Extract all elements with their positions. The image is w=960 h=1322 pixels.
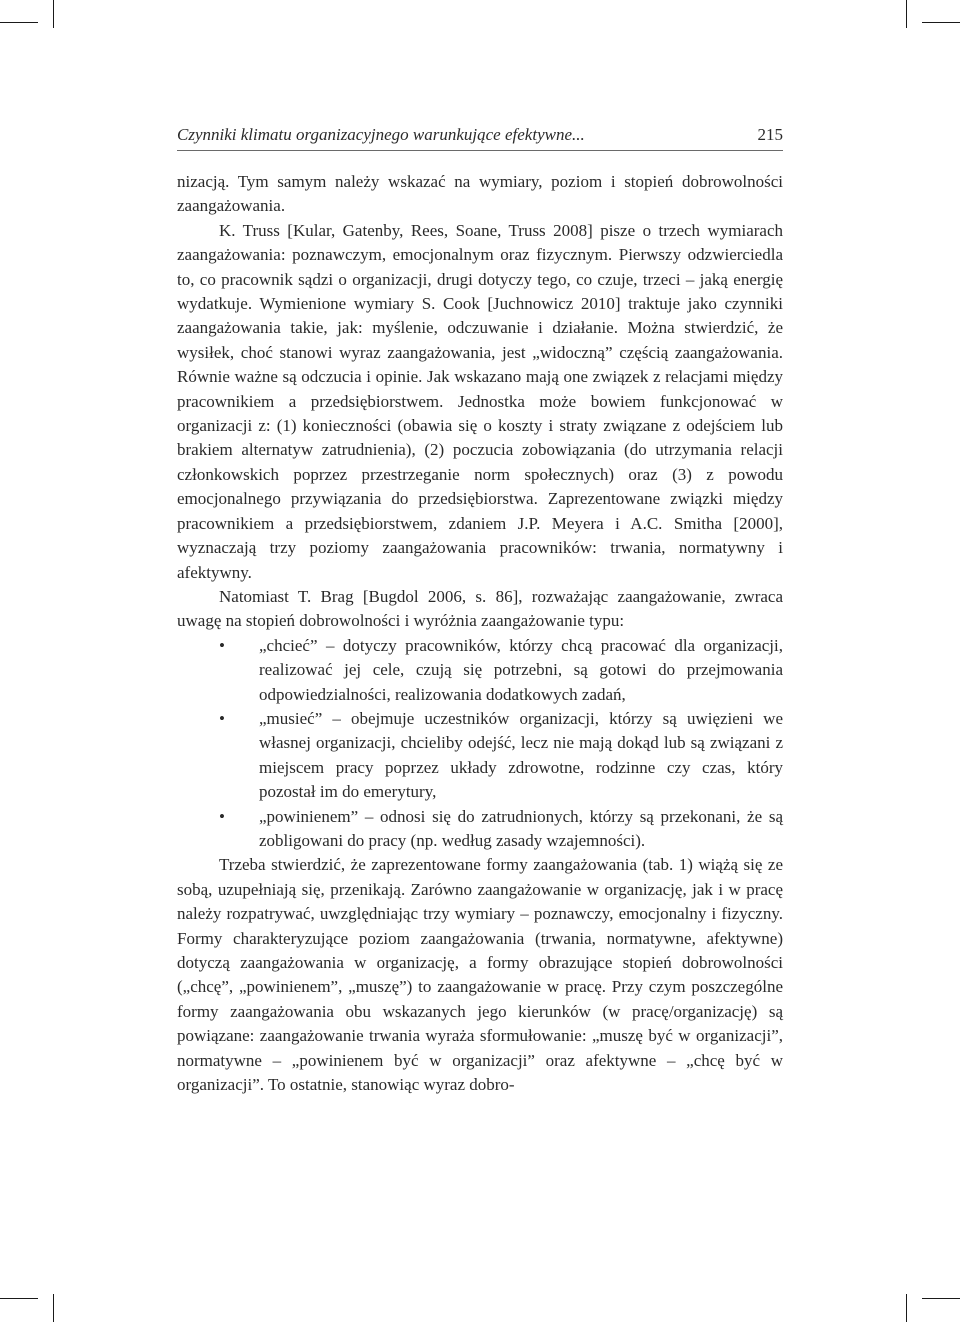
bullet-icon: • [219, 806, 225, 826]
paragraph-continuation: nizacją. Tym samym należy wskazać na wymiary, poziom i stopień dobrowolności zaangażowania. [177, 172, 783, 216]
running-header [177, 124, 783, 146]
bullet-icon: • [219, 635, 225, 655]
list-item-text: „chcieć” – dotyczy pracowników, którzy chcą pracować dla organizacji, realizować jej cele, czują się potrzebni, są gotowi do przejmowania odpowiedzialności, realizowania dodatkowych zadań, [259, 635, 783, 704]
bullet-icon: • [219, 708, 225, 728]
list-item [177, 805, 783, 854]
header-rule [177, 150, 783, 151]
paragraph-conclusion: Trzeba stwierdzić, że zaprezentowane formy zaangażowania (tab. 1) wiążą się ze sobą, uzupełniają się, przenikają. Zarówno zaangażowanie w organizację, jak i w pracę należy rozpatrywać, uwzględniając trzy wymiary – poznawczy, emocjonalny i fizyczny. Formy charakteryzujące poziom zaangażowania (trwania, normatywne, afektywne) dotyczą zaangażowania w organizację, a formy obrazujące stopień dobrowolności („chcę”, „powinienem”, „muszę”) to zaangażowanie w pracę. Przy czym poszczególne formy zaangażowania obu wskazanych jego kierunków (w pracę/organizację) są powiązane: zaangażowanie trwania wyraża sformułowanie: „muszę być w organizacji”, normatywne – „powinienem być w organizacji” oraz afektywne – „chcę być w organizacji”. To ostatnie, stanowiąc wyraz dobro- [177, 855, 783, 1095]
list-item-text: „powinienem” – odnosi się do zatrudnionych, którzy są przekonani, że są zobligowani do pracy (np. według zasady wzajemności). [259, 806, 783, 850]
crop-mark-top-left-v [53, 0, 54, 28]
crop-mark-bottom-left-h [0, 1298, 38, 1299]
crop-mark-bottom-right-h [922, 1298, 960, 1299]
list-item-text: „musieć” – obejmuje uczestników organizacji, którzy są uwięzieni we własnej organizacji, chcieliby odejść, lecz nie mają dokąd lub są związani z miejscem pracy poprzez układy zdrowotne, rodzinne czy czas, który pozostał im do emerytury, [259, 708, 783, 802]
crop-mark-top-right-h [922, 22, 960, 23]
list-item [177, 707, 783, 805]
paragraph-brag: Natomiast T. Brag [Bugdol 2006, s. 86], rozważając zaangażowanie, zwraca uwagę na stopień dobrowolności i wyróżnia zaangażowanie typu: [177, 586, 783, 631]
paragraph-truss: K. Truss [Kular, Gatenby, Rees, Soane, Truss 2008] pisze o trzech wymiarach zaangażowania: poznawczym, emocjonalnym oraz fizycznym. Pierwszy odzwierciedla to, co pracownik sądzi o organizacji, drugi dotyczy tego, co czuje, trzeci – jaką energię wydatkuje. Wymienione wymiary S. Cook [Juchnowicz 2010] traktuje jako czynniki zaangażowania takie, jak: myślenie, odczuwanie i działanie. Można stwierdzić, że wysiłek, choć stanowi wyraz zaangażowania, jest „widoczną” częścią zaangażowania. Równie ważne są odczucia i opinie. Jak wskazano mają one związek z relacjami między pracownikiem a przedsiębiorstwem. Jednostka może bowiem funkcjonować w organizacji z: (1) konieczności (obawia się o koszty i straty związane z odejściem lub brakiem alternatyw zatrudnienia), (2) poczucia zobowiązania (do utrzymania relacji członkowskich poprzez przestrzeganie norm społecznych) oraz (3) z powodu emocjonalnego przywiązania do przedsiębiorstwa. Zaprezentowane związki między pracownikiem a przedsiębiorstwem, zdaniem J.P. Meyera i A.C. Smitha [2000], wyznaczają trzy poziomy zaangażowania pracowników: trwania, normatywny i afektywny. [177, 220, 783, 582]
crop-mark-bottom-left-v [53, 1294, 54, 1322]
crop-mark-top-left-h [0, 22, 38, 23]
crop-mark-top-right-v [906, 0, 907, 28]
crop-mark-bottom-right-v [906, 1294, 907, 1322]
running-title: Czynniki klimatu organizacyjnego warunkujące efektywne... [177, 125, 585, 144]
engagement-types-list [177, 634, 783, 854]
page-number: 215 [757, 125, 783, 144]
body-text [177, 170, 783, 1097]
list-item [177, 634, 783, 707]
